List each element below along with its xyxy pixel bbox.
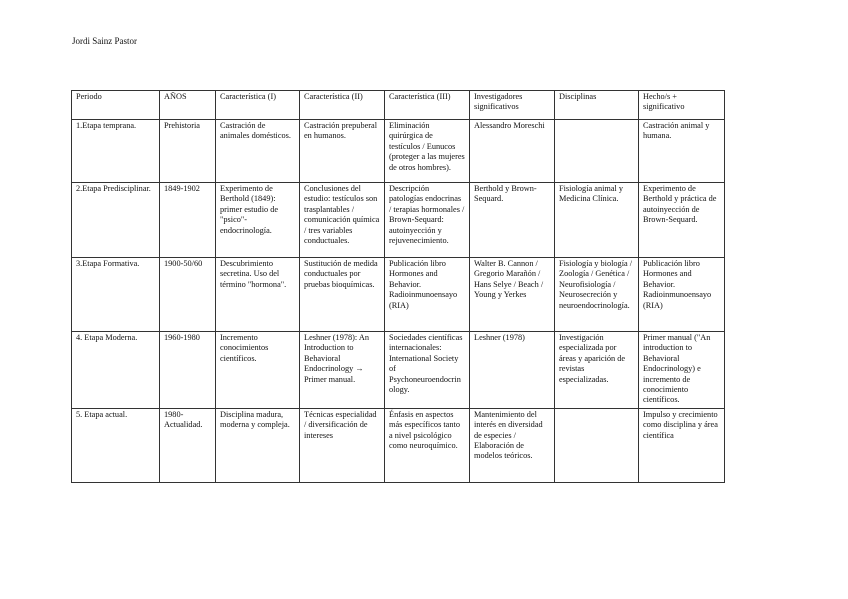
table-cell: Sustitución de medida conductuales por pruebas bioquímicas. [300, 258, 385, 332]
header-cell: AÑOS [160, 91, 216, 120]
table-cell: 1.Etapa temprana. [72, 120, 160, 183]
table-row [72, 332, 725, 409]
header-row [72, 91, 725, 120]
header-cell: Investigadores significativos [470, 91, 555, 120]
table-cell: Publicación libro Hormones and Behavior. Radioinmunoensayo (RIA) [385, 258, 470, 332]
table-cell: Descripción patologías endocrinas / terapias hormonales / Brown-Sequard: autoinyección y rejuvenecimiento. [385, 183, 470, 258]
table-cell: Castración prepuberal en humanos. [300, 120, 385, 183]
table-cell: Alessandro Moreschi [470, 120, 555, 183]
table-cell: Walter B. Cannon / Gregorio Marañón / Hans Selye / Beach / Young y Yerkes [470, 258, 555, 332]
table-row [72, 258, 725, 332]
table-cell [555, 120, 639, 183]
table-cell: Castración de animales domésticos. [216, 120, 300, 183]
table-row [72, 120, 725, 183]
table-cell: Impulso y crecimiento como disciplina y área científica [639, 408, 725, 482]
table-cell: Publicación libro Hormones and Behavior. Radioinmunoensayo (RIA) [639, 258, 725, 332]
table-row [72, 183, 725, 258]
table-cell: Conclusiones del estudio: testículos son trasplantables / comunicación química / tres variables conductuales. [300, 183, 385, 258]
table-cell: Primer manual ("An introduction to Behavioral Endocrinology) e incremento de conocimiento científicos. [639, 332, 725, 409]
table-row [72, 408, 725, 482]
table-cell: Descubrimiento secretina. Uso del término "hormona". [216, 258, 300, 332]
table-cell: Sociedades científicas internacionales: International Society of Psychoneuroendocrinology. [385, 332, 470, 409]
header-cell: Característica (III) [385, 91, 470, 120]
table-cell: Castración animal y humana. [639, 120, 725, 183]
table-cell: Experimento de Berthold (1849): primer estudio de "psico"-endocrinología. [216, 183, 300, 258]
table-cell: Eliminación quirúrgica de testículos / Eunucos (proteger a las mujeres de otros hombres). [385, 120, 470, 183]
table-cell: Énfasis en aspectos más específicos tanto a nivel psicológico como neuroquímico. [385, 408, 470, 482]
table-cell [555, 408, 639, 482]
table-cell: Investigación especializada por áreas y aparición de revistas especializadas. [555, 332, 639, 409]
table-cell: Fisiología animal y Medicina Clínica. [555, 183, 639, 258]
table-cell: Experimento de Berthold y práctica de autoinyección de Brown-Sequard. [639, 183, 725, 258]
table-cell: Prehistoria [160, 120, 216, 183]
table-cell: Técnicas especialidad / diversificación de intereses [300, 408, 385, 482]
table-cell: 2.Etapa Predisciplinar. [72, 183, 160, 258]
header-cell: Hecho/s + significativo [639, 91, 725, 120]
table-cell: 1900-50/60 [160, 258, 216, 332]
table-cell: Leshner (1978): An Introduction to Behavioral Endocrinology → Primer manual. [300, 332, 385, 409]
table-cell: 4. Etapa Moderna. [72, 332, 160, 409]
header-cell: Característica (I) [216, 91, 300, 120]
header-cell: Disciplinas [555, 91, 639, 120]
history-table [71, 90, 725, 483]
table-cell: Disciplina madura, moderna y compleja. [216, 408, 300, 482]
table-cell: Fisiología y biología / Zoología / Genética / Neurofisiología / Neurosecreción y neuroendocrinología. [555, 258, 639, 332]
table-cell: Leshner (1978) [470, 332, 555, 409]
table-cell: Berthold y Brown-Sequard. [470, 183, 555, 258]
table-cell: Mantenimiento del interés en diversidad de especies / Elaboración de modelos teóricos. [470, 408, 555, 482]
document-author: Jordi Sainz Pastor [72, 36, 137, 46]
table-cell: 1960-1980 [160, 332, 216, 409]
table-cell: 1849-1902 [160, 183, 216, 258]
table-cell: 3.Etapa Formativa. [72, 258, 160, 332]
header-cell: Característica (II) [300, 91, 385, 120]
header-cell: Periodo [72, 91, 160, 120]
table-cell: 5. Etapa actual. [72, 408, 160, 482]
table-cell: Incremento conocimientos científicos. [216, 332, 300, 409]
table-cell: 1980-Actualidad. [160, 408, 216, 482]
